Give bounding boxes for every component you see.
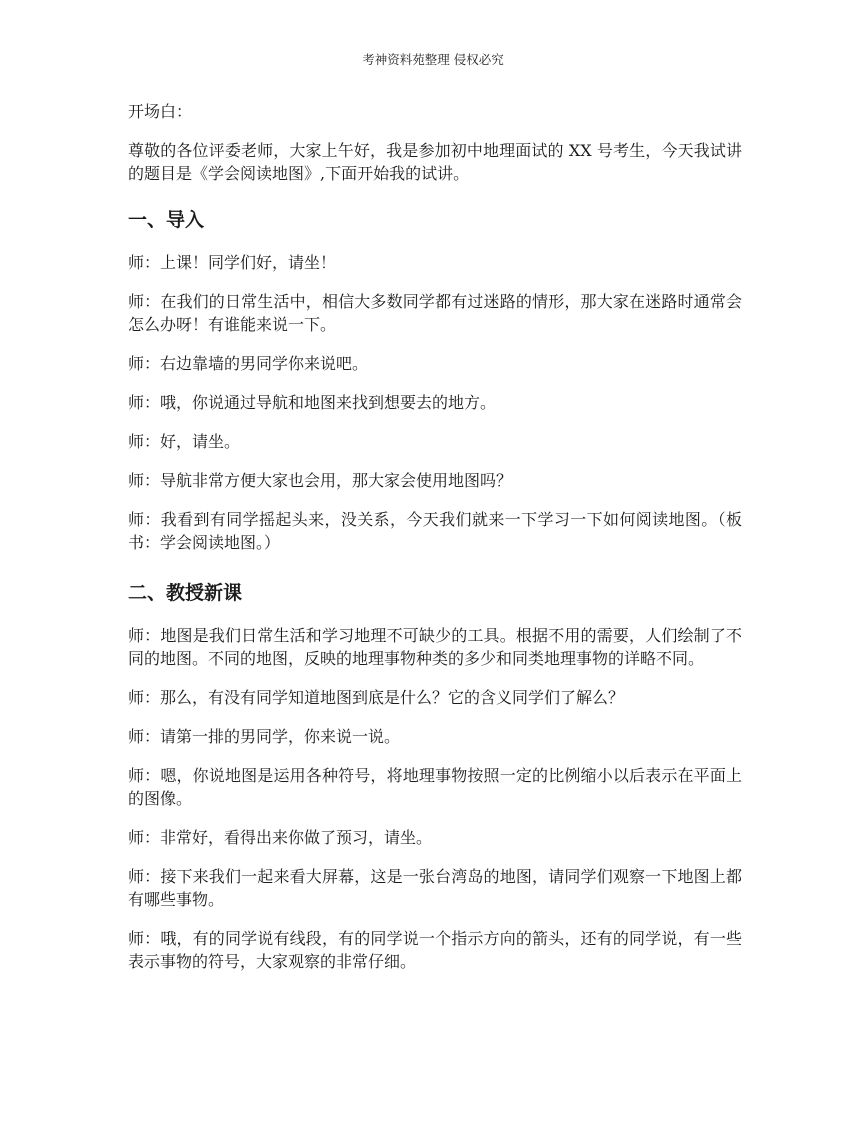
opening-intro: 尊敬的各位评委老师，大家上午好，我是参加初中地理面试的 XX 号考生，今天我试讲的题目是《学会阅读地图》,下面开始我的试讲。	[128, 141, 742, 183]
dialogue-paragraph: 师：请第一排的男同学，你来说一说。	[128, 727, 401, 746]
dialogue-paragraph: 师：嗯，你说地图是运用各种符号，将地理事物按照一定的比例缩小以后表示在平面上的图像。	[128, 766, 742, 808]
section-heading-new-lesson: 二、教授新课	[128, 582, 243, 604]
page-header: 考神资料苑整理 侵权必究	[362, 52, 504, 67]
dialogue-paragraph: 师：哦，有的同学说有线段，有的同学说一个指示方向的箭头，还有的同学说，有一些表示事物的符号，大家观察的非常仔细。	[128, 929, 742, 971]
dialogue-paragraph: 师：好，请坐。	[128, 432, 241, 451]
dialogue-paragraph: 师：上课！同学们好，请坐！	[128, 253, 337, 272]
dialogue-paragraph: 师：在我们的日常生活中，相信大多数同学都有过迷路的情形，那大家在迷路时通常会怎么办呀！有谁能来说一下。	[128, 292, 742, 334]
document-body	[128, 100, 742, 989]
dialogue-paragraph: 师：那么，有没有同学知道地图到底是什么？它的含义同学们了解么？	[128, 688, 625, 707]
dialogue-paragraph: 师：哦，你说通过导航和地图来找到想要去的地方。	[128, 393, 497, 412]
dialogue-paragraph: 师：我看到有同学摇起头来，没关系，今天我们就来一下学习一下如何阅读地图。（板书：学会阅读地图。）	[128, 510, 742, 552]
opening-label: 开场白：	[128, 102, 193, 121]
section-heading-intro: 一、导入	[128, 209, 205, 231]
dialogue-paragraph: 师：地图是我们日常生活和学习地理不可缺少的工具。根据不用的需要，人们绘制了不同的地图。不同的地图，反映的地理事物种类的多少和同类地理事物的详略不同。	[128, 626, 742, 668]
dialogue-paragraph: 师：右边靠墙的男同学你来说吧。	[128, 354, 369, 373]
dialogue-paragraph: 师：导航非常方便大家也会用，那大家会使用地图吗？	[128, 471, 513, 490]
dialogue-paragraph: 师：接下来我们一起来看大屏幕，这是一张台湾岛的地图，请同学们观察一下地图上都有哪些事物。	[128, 867, 742, 909]
dialogue-paragraph: 师：非常好，看得出来你做了预习，请坐。	[128, 828, 433, 847]
